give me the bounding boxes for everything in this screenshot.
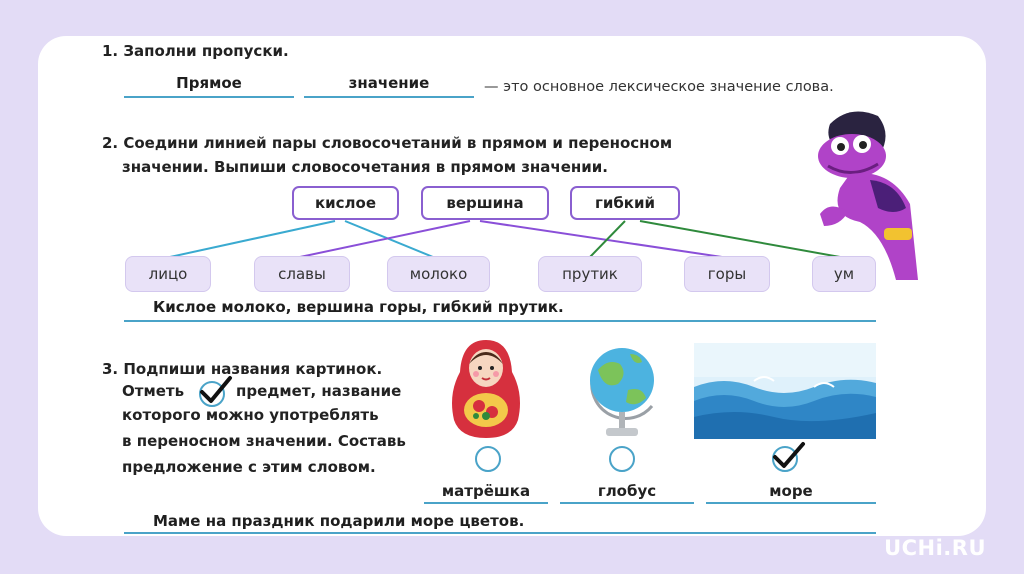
word-lico[interactable]: лицо [125, 256, 211, 292]
sea-icon [694, 343, 876, 439]
checkbox-matryoshka[interactable] [475, 446, 501, 472]
label-matryoshka-line[interactable] [424, 502, 548, 504]
word-um[interactable]: ум [812, 256, 876, 292]
matryoshka-icon [446, 338, 526, 440]
task3-line4: которого можно употреблять [122, 406, 379, 424]
task3-answer-line[interactable] [124, 532, 876, 534]
word-prutik[interactable]: прутик [538, 256, 642, 292]
globe-icon [584, 340, 662, 442]
label-sea: море [769, 482, 813, 500]
checkbox-globe[interactable] [609, 446, 635, 472]
task3-line2: Отметь [122, 382, 185, 400]
checkbox-sea-checked[interactable] [770, 440, 808, 476]
line-vershina-gory [480, 221, 722, 257]
word-moloko[interactable]: молоко [387, 256, 490, 292]
task2-answer: Кислое молоко, вершина горы, гибкий прутик. [153, 298, 564, 316]
word-gibkiy[interactable]: гибкий [570, 186, 680, 220]
word-gory[interactable]: горы [684, 256, 770, 292]
word-kisloe[interactable]: кислое [292, 186, 399, 220]
brand-logo: UCHi.RU [884, 536, 986, 560]
task1-blank2-text: значение [348, 74, 430, 92]
task3-line1: 3. Подпиши названия картинок. [102, 360, 383, 378]
task3-answer: Маме на праздник подарили море цветов. [153, 512, 525, 530]
word-slavy[interactable]: славы [254, 256, 350, 292]
label-globe-line[interactable] [560, 502, 694, 504]
label-matryoshka: матрёшка [441, 482, 531, 500]
task1-title: 1. Заполни пропуски. [102, 42, 289, 60]
label-globe: глобус [597, 482, 657, 500]
task2-title-line2: значении. Выпиши словосочетания в прямом значении. [122, 158, 608, 176]
task1-rest-text: — это основное лексическое значение слова. [484, 79, 834, 95]
task3-line3: предмет, название [236, 382, 402, 400]
task2-title-line1: 2. Соедини линией пары словосочетаний в прямом и переносном [102, 134, 673, 152]
task2-answer-line[interactable] [124, 320, 876, 322]
line-kisloe-lico [170, 221, 335, 257]
mascot-icon [800, 104, 920, 280]
word-vershina[interactable]: вершина [421, 186, 549, 220]
label-sea-line[interactable] [706, 502, 876, 504]
task3-line6: предложение с этим словом. [122, 458, 376, 476]
task1-blank1-text: Прямое [176, 74, 242, 92]
line-vershina-slavy [300, 221, 470, 257]
task3-line5: в переносном значении. Составь [122, 432, 406, 450]
